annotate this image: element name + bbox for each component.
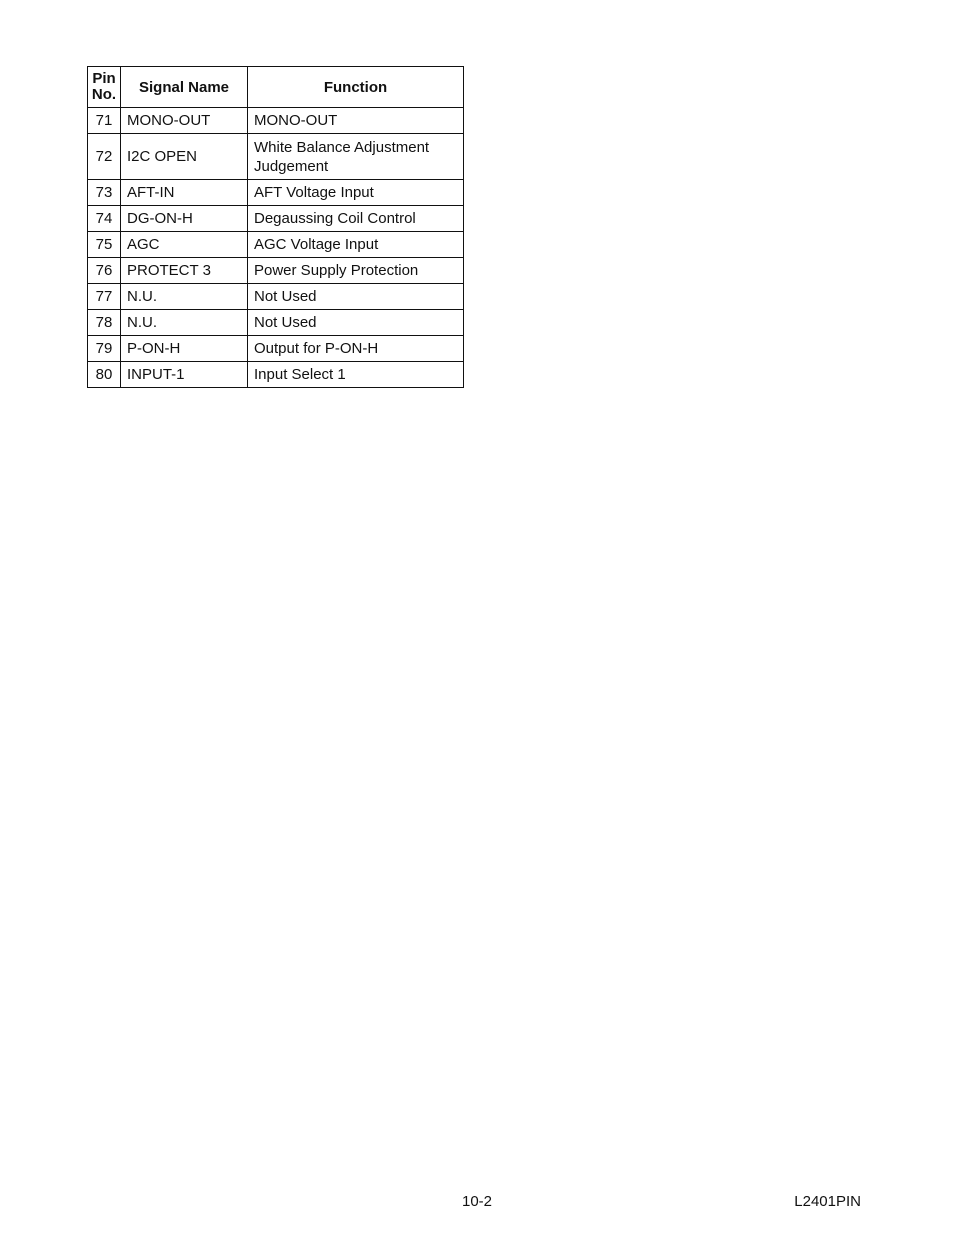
function-cell: Degaussing Coil Control (248, 206, 464, 232)
function-cell: Input Select 1 (248, 362, 464, 388)
document-code: L2401PIN (794, 1193, 861, 1210)
pin-number-cell: 74 (88, 206, 121, 232)
header-pin-line1: Pin (92, 70, 116, 87)
table-row (88, 180, 464, 206)
header-function: Function (248, 67, 464, 108)
table-row (88, 310, 464, 336)
pin-number-cell: 75 (88, 232, 121, 258)
header-signal-name: Signal Name (121, 67, 248, 108)
pin-number-cell: 76 (88, 258, 121, 284)
table-row (88, 336, 464, 362)
signal-name-cell: P-ON-H (121, 336, 248, 362)
table-row (88, 284, 464, 310)
signal-name-cell: INPUT-1 (121, 362, 248, 388)
function-cell: Output for P-ON-H (248, 336, 464, 362)
signal-name-cell: PROTECT 3 (121, 258, 248, 284)
pin-number-cell: 78 (88, 310, 121, 336)
table-row (88, 232, 464, 258)
pin-number-cell: 80 (88, 362, 121, 388)
function-cell: Power Supply Protection (248, 258, 464, 284)
pin-function-table (87, 66, 464, 388)
table-row (88, 258, 464, 284)
pin-number-cell: 71 (88, 108, 121, 134)
table-row (88, 134, 464, 180)
signal-name-cell: I2C OPEN (121, 134, 248, 180)
signal-name-cell: AFT-IN (121, 180, 248, 206)
function-cell: Not Used (248, 310, 464, 336)
table-row (88, 206, 464, 232)
function-cell: AGC Voltage Input (248, 232, 464, 258)
header-pin-no (88, 67, 121, 108)
function-cell: White Balance Adjustment Judgement (248, 134, 464, 180)
pin-number-cell: 77 (88, 284, 121, 310)
function-cell: MONO-OUT (248, 108, 464, 134)
signal-name-cell: N.U. (121, 310, 248, 336)
signal-name-cell: AGC (121, 232, 248, 258)
table-row (88, 108, 464, 134)
pin-number-cell: 72 (88, 134, 121, 180)
function-cell: AFT Voltage Input (248, 180, 464, 206)
header-pin-line2: No. (91, 86, 117, 103)
table-row (88, 362, 464, 388)
function-cell: Not Used (248, 284, 464, 310)
signal-name-cell: DG-ON-H (121, 206, 248, 232)
table-header-row (88, 67, 464, 108)
page-number: 10-2 (461, 1193, 493, 1210)
pin-number-cell: 79 (88, 336, 121, 362)
pin-number-cell: 73 (88, 180, 121, 206)
signal-name-cell: MONO-OUT (121, 108, 248, 134)
signal-name-cell: N.U. (121, 284, 248, 310)
